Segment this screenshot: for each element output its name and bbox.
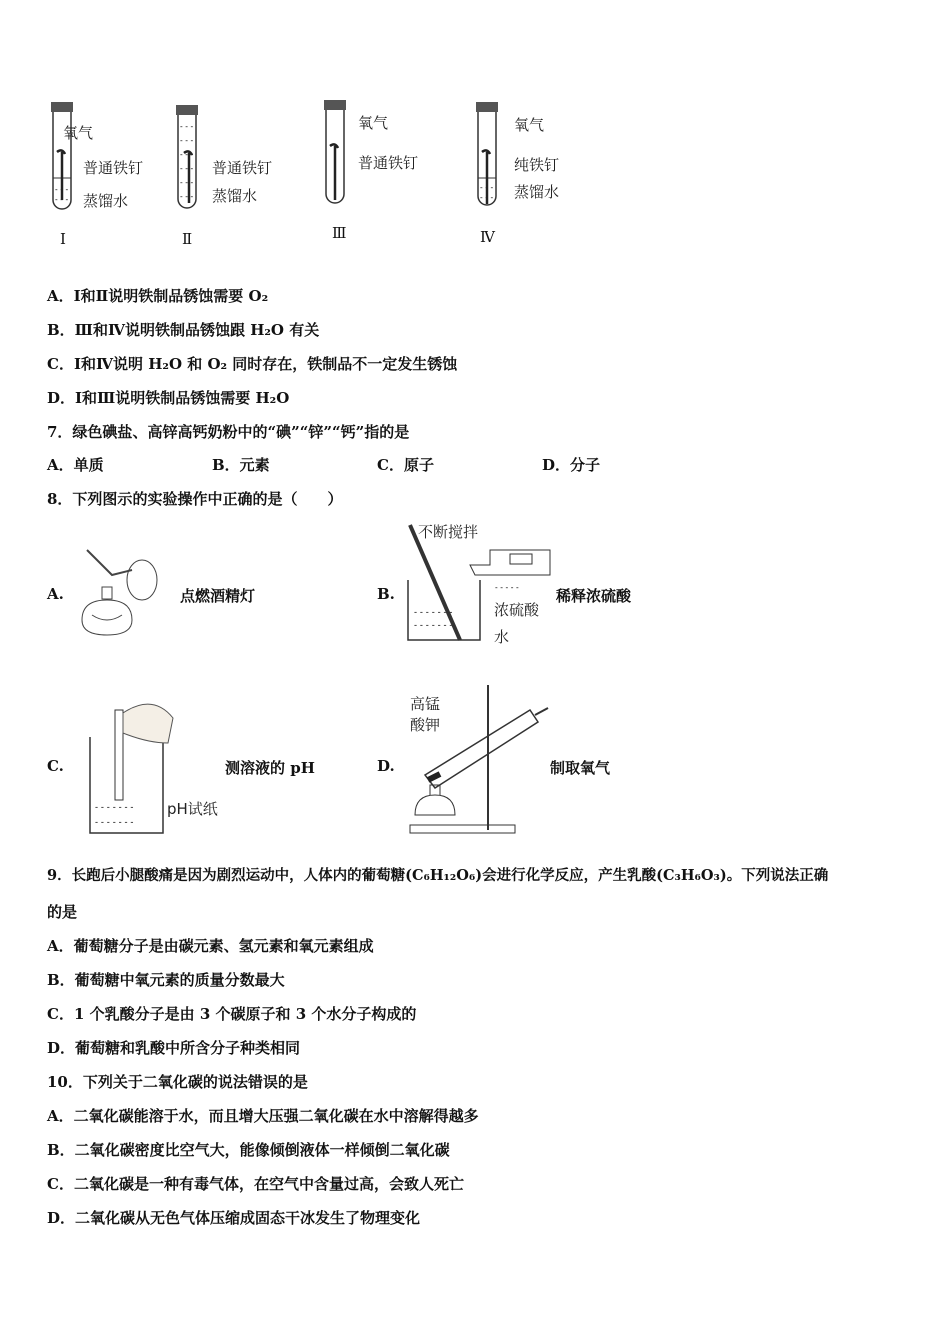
figure-numeral: Ⅳ [480, 228, 495, 246]
option-caption: 稀释浓硫酸 [556, 587, 632, 605]
label-water: 蒸馏水 [212, 187, 258, 205]
label-ph-paper: pH试纸 [167, 800, 218, 818]
q10-option-c: C．二氧化碳是一种有毒气体，在空气中含量过高，会致人死亡 [47, 1175, 464, 1193]
svg-text:- - -: - - - [480, 193, 494, 202]
q10-option-b: B．二氧化碳密度比空气大，能像倾倒液体一样倾倒二氧化碳 [47, 1141, 450, 1159]
figure-numeral: Ⅲ [332, 224, 347, 242]
label-nail: 普通铁钉 [83, 159, 144, 177]
svg-text:- - -: - - - [480, 183, 494, 192]
q9-stem: 9．长跑后小腿酸痛是因为剧烈运动中，人体内的葡萄糖(C₆H₁₂O₆)会进行化学反应，产生乳酸(C₃H₆O₃)。下列说法正确 [47, 867, 829, 884]
test-tube-icon [172, 103, 212, 213]
label-kmno4-line1: 高锰 [410, 695, 441, 713]
option-caption: 测溶液的 pH [225, 759, 315, 777]
label-water: 蒸馏水 [83, 192, 129, 210]
label-nail: 普通铁钉 [358, 154, 419, 172]
q6-option-c: C．Ⅰ和Ⅳ说明 H₂O 和 O₂ 同时存在，铁制品不一定发生锈蚀 [47, 355, 458, 373]
svg-text:- - -: - - - [180, 122, 194, 131]
q6-option-b: B．Ⅲ和Ⅳ说明铁制品锈蚀跟 H₂O 有关 [47, 321, 320, 339]
q6-option-d: D．Ⅰ和Ⅲ说明铁制品锈蚀需要 H₂O [47, 389, 290, 407]
test-tube-icon [472, 100, 512, 212]
option-caption: 制取氧气 [550, 759, 611, 777]
option-letter: A. [47, 585, 64, 603]
svg-text:- - -: - - - [180, 136, 194, 145]
svg-text:- - - - - - -: - - - - - - - [95, 818, 134, 828]
label-oxygen: 氧气 [63, 124, 94, 142]
q9-option-d: D．葡萄糖和乳酸中所含分子种类相同 [47, 1039, 301, 1057]
svg-text:- - -: - - - [55, 185, 69, 194]
q6-option-a: A．Ⅰ和Ⅱ说明铁制品锈蚀需要 O₂ [47, 287, 269, 305]
test-tube-icon [45, 100, 85, 215]
svg-text:- - -: - - - [180, 192, 194, 201]
label-stir: 不断搅拌 [418, 523, 479, 541]
q9-option-a: A．葡萄糖分子是由碳元素、氢元素和氧元素组成 [47, 937, 374, 955]
q7-option-d: D．分子 [542, 456, 601, 474]
q9-stem-cont: 的是 [47, 903, 78, 921]
figure-numeral: Ⅰ [60, 230, 66, 248]
test-tube-icon [320, 98, 360, 208]
label-oxygen: 氧气 [358, 114, 389, 132]
ph-test-beaker-icon [85, 695, 180, 840]
q7-option-c: C．原子 [377, 456, 434, 474]
svg-text:- - -: - - - [55, 195, 69, 204]
q10-option-a: A．二氧化碳能溶于水，而且增大压强二氧化碳在水中溶解得越多 [47, 1107, 479, 1125]
q10-stem: 10．下列关于二氧化碳的说法错误的是 [47, 1073, 308, 1091]
q7-stem: 7．绿色碘盐、高锌高钙奶粉中的“碘”“锌”“钙”指的是 [47, 423, 410, 441]
label-nail: 纯铁钉 [514, 156, 560, 174]
label-kmno4-line2: 酸钾 [410, 716, 441, 734]
svg-text:- - - - - - -: - - - - - - - [95, 803, 134, 813]
label-oxygen: 氧气 [514, 116, 545, 134]
option-caption: 点燃酒精灯 [180, 587, 256, 605]
label-water: 蒸馏水 [514, 183, 560, 201]
q10-option-d: D．二氧化碳从无色气体压缩成固态干冰发生了物理变化 [47, 1209, 421, 1227]
figure-numeral: Ⅱ [182, 230, 193, 248]
option-letter: B. [377, 585, 395, 603]
svg-text:- - - - - - -: - - - - - - - [414, 621, 453, 631]
q7-option-b: B．元素 [212, 456, 270, 474]
q8-stem: 8．下列图示的实验操作中正确的是（ ） [47, 490, 343, 508]
svg-text:- - - - - - -: - - - - - - - [414, 608, 453, 618]
q9-option-b: B．葡萄糖中氧元素的质量分数最大 [47, 971, 285, 989]
svg-text:- - -: - - - [180, 150, 194, 159]
label-water: 水 [494, 628, 510, 646]
option-letter: C. [47, 757, 64, 775]
q9-option-c: C．1 个乳酸分子是由 3 个碳原子和 3 个水分子构成的 [47, 1005, 417, 1023]
alcohol-lamp-icon [72, 545, 167, 645]
q7-option-a: A．单质 [47, 456, 104, 474]
label-nail: 普通铁钉 [212, 159, 273, 177]
svg-text:- - - - -: - - - - - [495, 583, 519, 592]
option-letter: D. [377, 757, 395, 775]
label-conc-acid: 浓硫酸 [494, 601, 540, 619]
svg-text:- - -: - - - [180, 164, 194, 173]
svg-text:- - -: - - - [180, 178, 194, 187]
